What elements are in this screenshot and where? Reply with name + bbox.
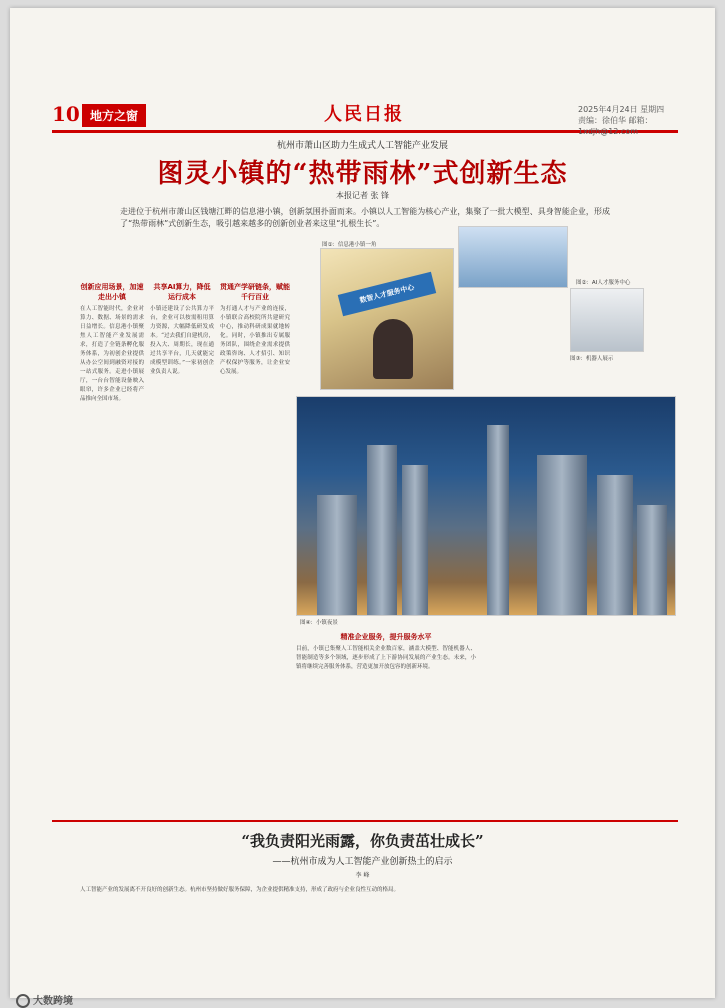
subhead-1: 创新应用场景，加速走出小镇 — [80, 283, 144, 301]
bottom-body-text: 人工智能产业的发展离不开良好的创新生态。杭州市坚持做好服务保障，为企业提供精准支持，形成了政府与企业良性互动的格局。 — [80, 887, 400, 893]
building — [637, 505, 667, 615]
subhead-2: 共享AI算力，降低运行成本 — [153, 283, 211, 301]
caption-2: 图②：AI人才服务中心 — [576, 280, 631, 286]
watermark-text: 大数跨境 — [33, 996, 73, 1007]
watermark-icon — [16, 994, 30, 1008]
bottom-article-title: “我负责阳光雨露，你负责茁壮成长” — [241, 832, 484, 850]
section-label: 地方之窗 — [82, 104, 146, 127]
newspaper-page — [10, 8, 715, 1007]
column-4-body: 目前，小镇已集聚人工智能相关企业数百家，涵盖大模型、智能机器人、智能制造等多个领域，逐步形成了上下游协同发展的产业生态。未来，小镇将继续完善服务体系，营造更加开放包容的创新环境。 — [296, 646, 476, 670]
issue-date: 2025年4月24日 星期四 — [578, 105, 665, 114]
photo-person — [373, 319, 413, 379]
article-kicker: 杭州市萧山区助力生成式人工智能产业发展 — [276, 141, 448, 151]
article-byline: 本报记者 张 锋 — [335, 191, 390, 200]
article-lead: 走进位于杭州市萧山区钱塘江畔的信息港小镇，创新氛围扑面而来。小镇以人工智能为核心产业，集聚了一批大模型、具身智能企业，形成了“热带雨林”式创新生态，吸引越来越多的创新创业者来这里“扎根生长”。 — [120, 207, 610, 228]
building — [317, 495, 357, 615]
column-3 — [220, 278, 290, 818]
editor-info: 责编：徐伯华 邮箱：1xdjh@12.com — [578, 116, 653, 136]
section-divider — [52, 820, 678, 822]
column-4 — [296, 628, 476, 818]
talent-center-sign: 数智人才服务中心 — [338, 272, 436, 317]
building — [402, 465, 428, 615]
caption-4: 图④：小镇夜景 — [300, 620, 338, 626]
photo-talent-center — [320, 248, 454, 390]
subhead-4: 精准企业服务，提升服务水平 — [340, 633, 432, 641]
subhead-3: 贯通产学研链条，赋能千行百业 — [220, 283, 290, 301]
page-number: 10 — [52, 102, 80, 126]
photo-robot-dog — [570, 288, 644, 352]
page-header — [52, 100, 678, 136]
column-3-body: 为打通人才与产业的连接，小镇联合高校院所共建研究中心，推动科研成果就地转化。同时，小镇推出专属服务团队，围绕企业需求提供政策咨询、人才招引、知识产权保护等服务，让企业安心发展。 — [220, 306, 290, 375]
building — [487, 425, 509, 615]
header-info — [578, 104, 678, 137]
column-1-body: 在人工智能时代，企业对算力、数据、场景的需求日益增长。信息港小镇聚焦人工智能产业发展需求，打造了全链条孵化服务体系，为初创企业提供从办公空间到融资对接的一站式服务。走进小镇展厅，一台台智能设备映入眼帘，许多企业已经将产品推向全国市场。 — [80, 306, 144, 402]
building — [367, 445, 397, 615]
photo-city-skyline — [296, 396, 676, 616]
building — [597, 475, 633, 615]
caption-1: 图①：信息港小镇一角 — [322, 242, 377, 248]
bottom-article-author: 李 峰 — [355, 872, 370, 879]
photo-showroom — [458, 226, 568, 288]
watermark — [16, 992, 73, 1008]
masthead: 人民日报 — [324, 104, 404, 125]
caption-3: 图③：机器人展示 — [570, 356, 614, 362]
bottom-article-body — [80, 886, 640, 986]
bottom-article-subtitle: ——杭州市成为人工智能产业创新热土的启示 — [272, 857, 453, 867]
article-headline: 图灵小镇的“热带雨林”式创新生态 — [157, 159, 568, 189]
column-2-body: 小镇还建设了公共算力平台，企业可以按需租用算力资源，大幅降低研发成本。“过去我们自建机房，投入大、周期长，现在通过共享平台，几天就能完成模型训练。”一家初创企业负责人说。 — [150, 306, 214, 375]
column-2 — [150, 278, 214, 818]
building — [537, 455, 587, 615]
column-1 — [80, 278, 144, 818]
